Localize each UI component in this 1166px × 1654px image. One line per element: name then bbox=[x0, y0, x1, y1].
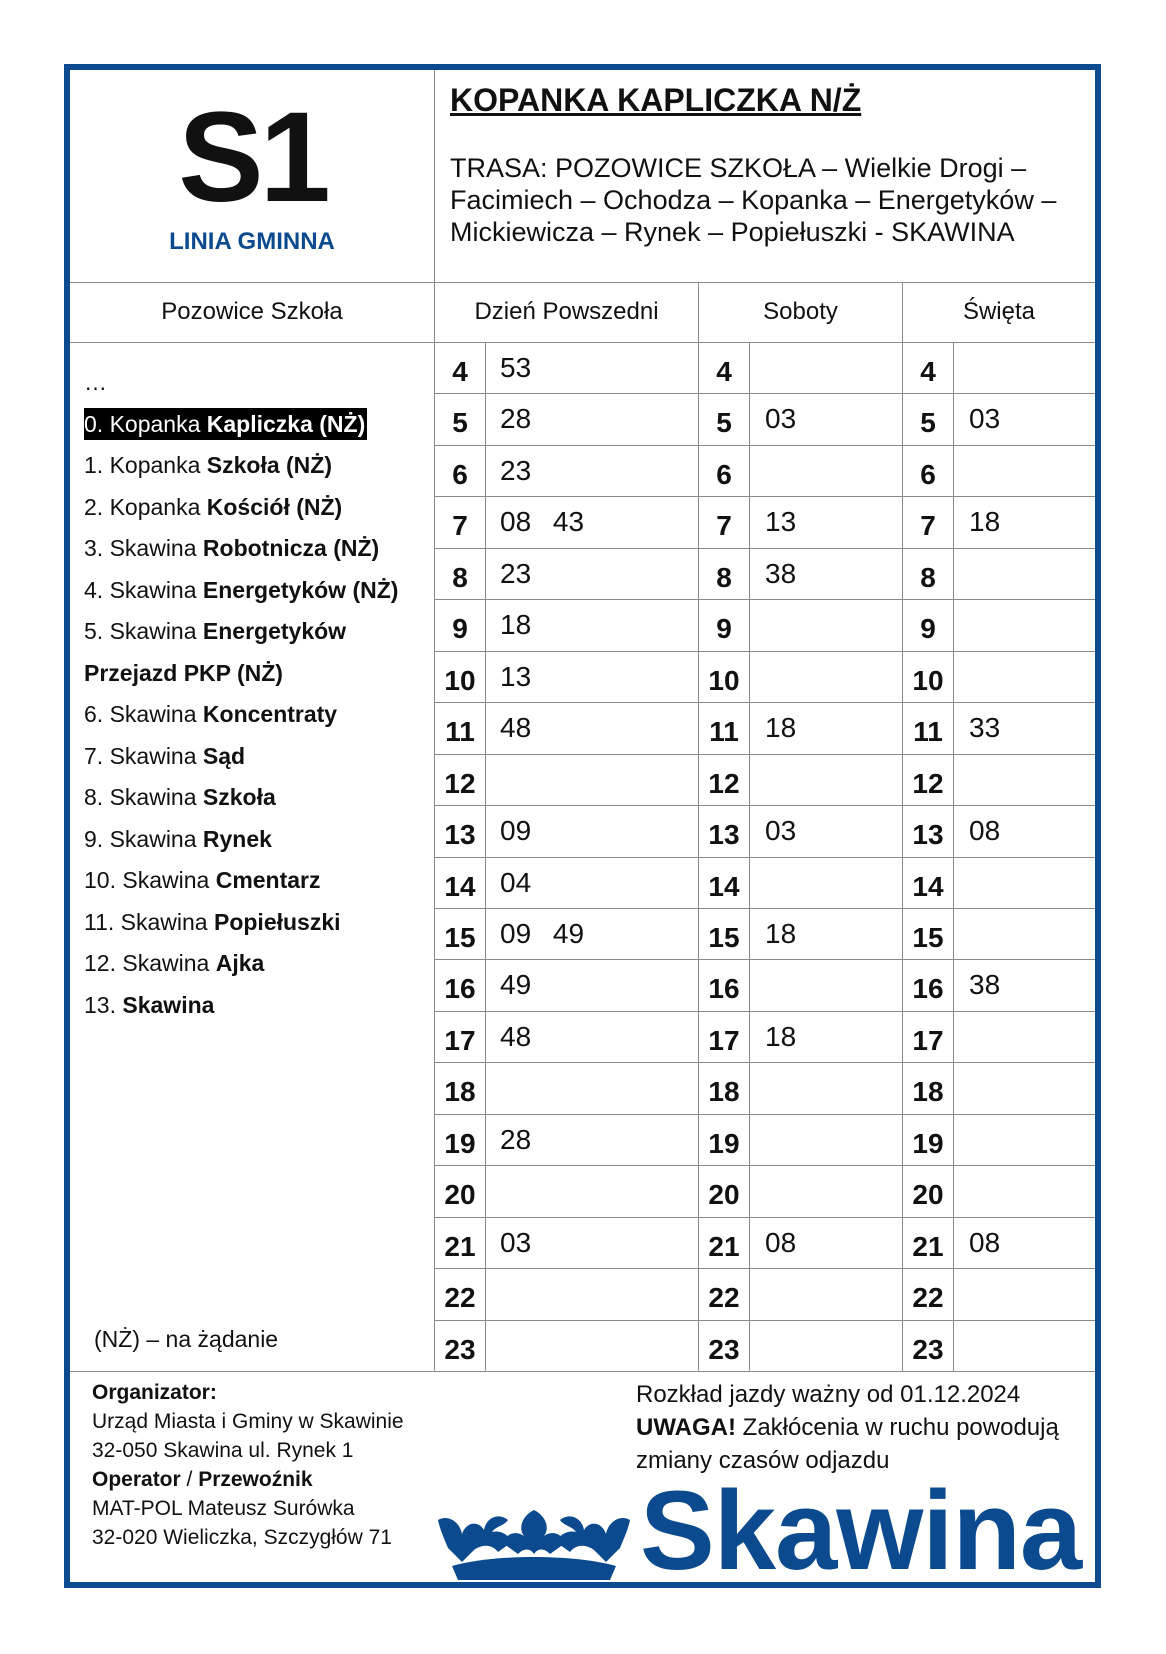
hour-cell: 5 bbox=[716, 407, 732, 438]
route-description: TRASA: POZOWICE SZKOŁA – Wielkie Drogi – Facimiech – Ochodza – Kopanka – Energetyków – Mickiewicza – Rynek – Popiełuszki - SKAWINA bbox=[450, 153, 1057, 247]
hour-cell: 14 bbox=[444, 871, 476, 902]
hour-cell: 15 bbox=[912, 922, 944, 953]
stop-item: … bbox=[84, 369, 107, 395]
row-divider bbox=[435, 1217, 1095, 1218]
hour-cell: 10 bbox=[444, 665, 476, 696]
minutes-cell: 04 bbox=[500, 867, 532, 898]
minutes-cell: 23 bbox=[500, 455, 532, 486]
row-divider bbox=[435, 1165, 1095, 1166]
hour-cell: 22 bbox=[444, 1282, 476, 1313]
carrier-label: Przewoźnik bbox=[198, 1468, 313, 1491]
minutes-cell: 28 bbox=[500, 403, 532, 434]
hour-cell: 21 bbox=[444, 1231, 476, 1262]
stop-item: 2. Kopanka Kościół (NŻ) bbox=[84, 493, 343, 520]
stop-item: 10. Skawina Cmentarz bbox=[84, 867, 321, 893]
hour-cell: 16 bbox=[708, 973, 740, 1004]
minutes-cell: 18 bbox=[765, 918, 797, 949]
hour-cell: 5 bbox=[452, 407, 468, 438]
row-divider bbox=[435, 857, 1095, 858]
hour-cell: 10 bbox=[912, 665, 944, 696]
hour-cell: 9 bbox=[920, 613, 936, 644]
minutes-cell: 08 43 bbox=[500, 506, 585, 537]
hour-cell: 10 bbox=[708, 665, 740, 696]
stop-item-current: 0. Kopanka Kapliczka (NŻ) bbox=[84, 404, 444, 446]
hour-cell: 16 bbox=[444, 973, 476, 1004]
valid-from: Rozkład jazdy ważny od 01.12.2024 bbox=[636, 1381, 1021, 1408]
row-divider bbox=[435, 754, 1095, 755]
hour-cell: 20 bbox=[912, 1179, 944, 1210]
hour-cell: 12 bbox=[708, 768, 740, 799]
holiday-header: Święta bbox=[962, 298, 1036, 325]
minutes-cell: 03 bbox=[500, 1227, 532, 1258]
row-divider bbox=[435, 1011, 1095, 1012]
operator-address: 32-020 Wieliczka, Szczygłów 71 bbox=[92, 1526, 392, 1549]
hour-cell: 4 bbox=[716, 356, 732, 387]
row-divider bbox=[435, 1320, 1095, 1321]
hour-cell: 22 bbox=[912, 1282, 944, 1313]
row-divider bbox=[435, 445, 1095, 446]
validity-block bbox=[636, 1378, 1066, 1477]
hour-cell: 8 bbox=[920, 562, 936, 593]
minutes-cell: 13 bbox=[765, 506, 797, 537]
hour-cell: 9 bbox=[452, 613, 468, 644]
hour-cell: 11 bbox=[709, 716, 739, 747]
row-divider bbox=[435, 908, 1095, 909]
minutes-cell: 33 bbox=[969, 712, 1001, 743]
minutes-cell: 03 bbox=[765, 815, 797, 846]
minutes-cell: 38 bbox=[765, 558, 797, 589]
hour-cell: 23 bbox=[912, 1334, 944, 1365]
stop-item: 4. Skawina Energetyków (NŻ) bbox=[84, 576, 399, 603]
minutes-cell: 03 bbox=[969, 403, 1001, 434]
warning-text: UWAGA! Zakłócenia w ruchu powodują zmiany czasów odjazdu bbox=[636, 1414, 1059, 1474]
stop-item: 8. Skawina Szkoła bbox=[84, 784, 276, 810]
hour-cell: 21 bbox=[708, 1231, 740, 1262]
row-divider bbox=[435, 1268, 1095, 1269]
hour-cell: 20 bbox=[708, 1179, 740, 1210]
organizer-name: Urząd Miasta i Gminy w Skawinie bbox=[92, 1410, 404, 1433]
hour-cell: 6 bbox=[716, 459, 732, 490]
operator-name: MAT-POL Mateusz Surówka bbox=[92, 1497, 355, 1520]
minutes-cell: 08 bbox=[969, 815, 1001, 846]
minutes-cell: 28 bbox=[500, 1124, 532, 1155]
row-divider bbox=[435, 702, 1095, 703]
hour-cell: 6 bbox=[452, 459, 468, 490]
minutes-cell: 08 bbox=[969, 1227, 1001, 1258]
hour-cell: 9 bbox=[716, 613, 732, 644]
line-type: LINIA GMINNA bbox=[169, 228, 335, 255]
hour-cell: 18 bbox=[912, 1076, 944, 1107]
divider bbox=[70, 342, 1095, 343]
saturday-header: Soboty bbox=[763, 298, 838, 325]
hour-cell: 17 bbox=[444, 1025, 476, 1056]
minutes-cell: 03 bbox=[765, 403, 797, 434]
hour-cell: 22 bbox=[708, 1282, 740, 1313]
minutes-cell: 08 bbox=[765, 1227, 797, 1258]
hour-cell: 18 bbox=[708, 1076, 740, 1107]
hour-cell: 12 bbox=[912, 768, 944, 799]
hour-cell: 8 bbox=[716, 562, 732, 593]
hour-cell: 18 bbox=[444, 1076, 476, 1107]
hour-cell: 8 bbox=[452, 562, 468, 593]
stop-item: 11. Skawina Popiełuszki bbox=[84, 908, 341, 935]
hour-cell: 19 bbox=[444, 1128, 476, 1159]
minutes-cell: 18 bbox=[765, 712, 797, 743]
hour-cell: 12 bbox=[444, 768, 476, 799]
hour-cell: 5 bbox=[920, 407, 936, 438]
row-divider bbox=[435, 805, 1095, 806]
minutes-cell: 09 49 bbox=[500, 918, 585, 949]
stop-item: 1. Kopanka Szkoła (NŻ) bbox=[84, 452, 332, 478]
minutes-cell: 18 bbox=[969, 506, 1001, 537]
hour-cell: 20 bbox=[444, 1179, 476, 1210]
row-divider bbox=[435, 496, 1095, 497]
minutes-cell: 53 bbox=[500, 352, 532, 383]
hour-cell: 11 bbox=[445, 716, 475, 747]
hour-cell: 7 bbox=[920, 510, 936, 541]
on-request-note: (NŻ) – na żądanie bbox=[94, 1326, 279, 1352]
stop-item: 6. Skawina Koncentraty bbox=[84, 701, 338, 727]
minutes-cell: 48 bbox=[500, 712, 532, 743]
organizer-address: 32-050 Skawina ul. Rynek 1 bbox=[92, 1439, 354, 1462]
stop-list bbox=[84, 362, 444, 1026]
hour-cell: 7 bbox=[716, 510, 732, 541]
stop-item: 3. Skawina Robotnicza (NŻ) bbox=[84, 535, 380, 561]
stop-item: 9. Skawina Rynek bbox=[84, 825, 272, 852]
row-divider bbox=[435, 548, 1095, 549]
row-divider bbox=[435, 651, 1095, 652]
hour-cell: 13 bbox=[708, 819, 740, 850]
hour-cell: 23 bbox=[708, 1334, 740, 1365]
hour-cell: 11 bbox=[913, 716, 943, 747]
hour-cell: 15 bbox=[444, 922, 476, 953]
row-divider bbox=[435, 1062, 1095, 1063]
hour-cell: 17 bbox=[708, 1025, 740, 1056]
hour-cell: 21 bbox=[912, 1231, 944, 1262]
hour-cell: 19 bbox=[708, 1128, 740, 1159]
line-number: S1 bbox=[178, 86, 327, 229]
minutes-cell: 48 bbox=[500, 1021, 532, 1052]
hour-cell: 19 bbox=[912, 1128, 944, 1159]
hour-cell: 4 bbox=[452, 356, 468, 387]
row-divider bbox=[435, 959, 1095, 960]
hour-cell: 6 bbox=[920, 459, 936, 490]
hour-cell: 16 bbox=[912, 973, 944, 1004]
stop-item: 5. Skawina Energetyków bbox=[84, 618, 347, 644]
minutes-cell: 18 bbox=[765, 1021, 797, 1052]
row-divider bbox=[435, 1114, 1095, 1115]
row-divider bbox=[435, 599, 1095, 600]
minutes-cell: 23 bbox=[500, 558, 532, 589]
origin-header: Pozowice Szkoła bbox=[161, 298, 343, 325]
hour-cell: 14 bbox=[708, 871, 740, 902]
minutes-cell: 49 bbox=[500, 969, 532, 1000]
divider bbox=[70, 1371, 1095, 1372]
hour-cell: 15 bbox=[708, 922, 740, 953]
hour-cell: 4 bbox=[920, 356, 936, 387]
organizer-block: Organizator: Urząd Miasta i Gminy w Skawinie 32-050 Skawina ul. Rynek 1 Operator / Przewoźnik MAT-POL Mateusz Surówka 32-020 Wieliczka, Szczygłów 71 bbox=[92, 1378, 404, 1552]
stop-item: 7. Skawina Sąd bbox=[84, 742, 246, 769]
hour-cell: 13 bbox=[444, 819, 476, 850]
minutes-cell: 13 bbox=[500, 661, 532, 692]
stop-item: Przejazd PKP (NŻ) bbox=[84, 659, 283, 686]
stop-item: 13. Skawina bbox=[84, 991, 215, 1018]
stop-item: 12. Skawina Ajka bbox=[84, 950, 265, 976]
hour-cell: 23 bbox=[444, 1334, 476, 1365]
organizer-label: Organizator: bbox=[92, 1381, 217, 1404]
row-divider bbox=[435, 393, 1095, 394]
skawina-logo-text: Skawina bbox=[640, 1468, 1082, 1593]
stop-title: KOPANKA KAPLICZKA N/Ż bbox=[450, 82, 862, 118]
minutes-cell: 18 bbox=[500, 609, 532, 640]
operator-label: Operator bbox=[92, 1468, 181, 1491]
crown-icon bbox=[434, 1510, 634, 1580]
hour-cell: 13 bbox=[912, 819, 944, 850]
weekday-header: Dzień Powszedni bbox=[474, 298, 659, 325]
hour-cell: 7 bbox=[452, 510, 468, 541]
hour-cell: 14 bbox=[912, 871, 944, 902]
hour-cell: 17 bbox=[912, 1025, 944, 1056]
minutes-cell: 09 bbox=[500, 815, 532, 846]
minutes-cell: 38 bbox=[969, 969, 1001, 1000]
